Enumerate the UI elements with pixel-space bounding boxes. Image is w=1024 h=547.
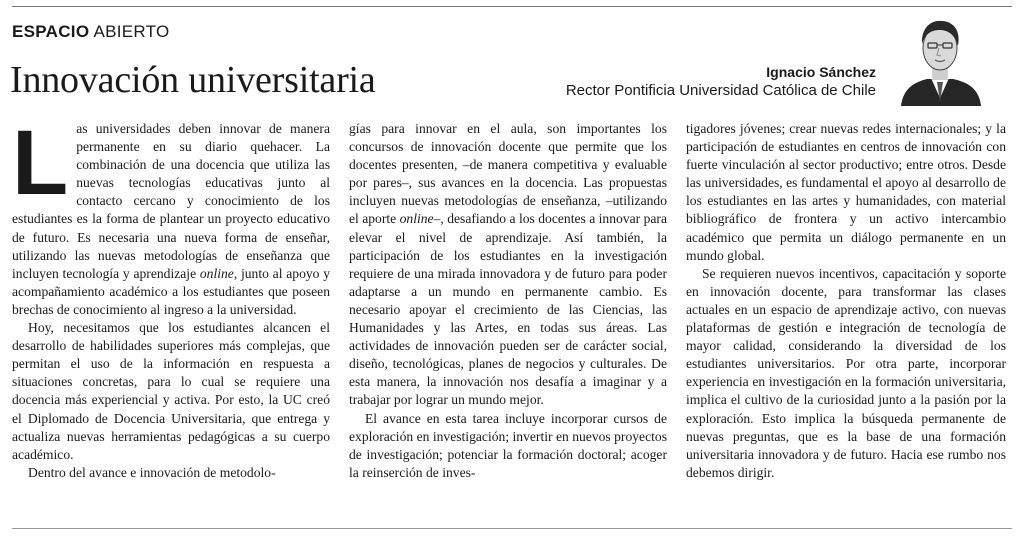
author-role: Rector Pontificia Universidad Católica de Chile <box>565 82 876 99</box>
article-paragraph: Se requieren nuevos incentivos, capacitación y soporte en innovación docente, para transformar las clases actuales en un espacio de aprendizaje activo, con nuevas plataformas de gestión e integración de tecnología de mayor calidad, considerando la diversidad de los estudiantes universitarios. Por otra parte, incorporar experiencia en investigación en la formación universitaria, implica el cultivo de la curiosidad junto a la pasión por la exploración. Esto implica la búsqueda permanente de nuevas preguntas, que es la base de una formación universitaria innovadora y de futuro. Hacia ese rumbo nos debemos dirigir. <box>686 265 1006 480</box>
author-name: Ignacio Sánchez <box>766 64 876 80</box>
drop-cap: L <box>12 112 69 214</box>
article-column-2 <box>349 120 667 482</box>
article-paragraph: tigadores jóvenes; crear nuevas redes internacionales; y la participación de estudiantes en centros de innovación con fuerte vinculación al sector productivo; entre otros. Desde las universidades, es fundamental el apoyo al desarrollo de los estudiantes en las artes y humanidades, con material bibliográfico de frontera y un activo intercambio académico que permita un diálogo permanente en un mundo global. <box>686 121 1006 263</box>
section-label-light: ABIERTO <box>93 22 170 41</box>
article-column-1 <box>12 112 330 482</box>
author-portrait-icon <box>897 14 983 106</box>
article-paragraph: Hoy, necesitamos que los estudiantes alcancen el desarrollo de habilidades superiores más complejas, que permitan el uso de la información en respuesta a situaciones concretas, para lo cual se requiere una docencia más experiencial y activa. Por esto, la UC creó el Diplomado de Docencia Universitaria, que entrega y actualiza nuevas herramientas pedagógicas a su cuerpo académico. <box>12 320 330 462</box>
article-column-3 <box>686 120 1006 482</box>
article-paragraph: Dentro del avance e innovación de metodolo- <box>28 464 276 480</box>
article-paragraph: Las universidades deben innovar de manera permanente en su diario quehacer. La combinación de una docencia que utiliza las nuevas tecnologías educativas junto al contacto cercano y conocimiento de los estudiantes es la forma de plantear un proyecto educativo de futuro. Es necesaria una nueva forma de enseñar, utilizando las nuevas metodologías de enseñanza que incluyen tecnología y aprendizaje online, junto al apoyo y acompañamiento académico a los estudiantes que poseen brechas de conocimiento al ingreso a la universidad. <box>12 112 330 317</box>
bottom-divider <box>12 528 1012 529</box>
section-label-bold: ESPACIO <box>12 22 90 41</box>
byline <box>566 64 876 100</box>
headline: Innovación universitaria <box>10 59 376 101</box>
section-label <box>12 22 170 42</box>
article-paragraph: El avance en esta tarea incluye incorporar cursos de exploración en investigación; invertir en nuevos proyectos de investigación; potenciar la formación doctoral; acoger la reinserción de inves- <box>349 410 667 480</box>
article-paragraph: gías para innovar en el aula, son importantes los concursos de innovación docente que permite que los docentes presenten, –de manera competitiva y evaluable por pares–, sus avances en la docencia. Las propuestas incluyen nuevas metodologías de enseñanza, –utilizando el aporte online–, desafiando a los docentes a innovar para elevar el nivel de aprendizaje. Así también, la participación de los estudiantes en la investigación requiere de una mirada innovadora y de futuro para poder adaptarse a un mundo en permanente cambio. Es necesario apoyar el crecimiento de las Ciencias, las Humanidades y las Artes, en todas sus áreas. Las actividades de innovación pueden ser de carácter social, diseño, tecnológicas, planes de negocios y culturales. De esta manera, la innovación nos desafía a imaginar y a trabajar por lograr un mundo mejor. <box>349 121 667 408</box>
top-divider <box>12 6 1012 7</box>
